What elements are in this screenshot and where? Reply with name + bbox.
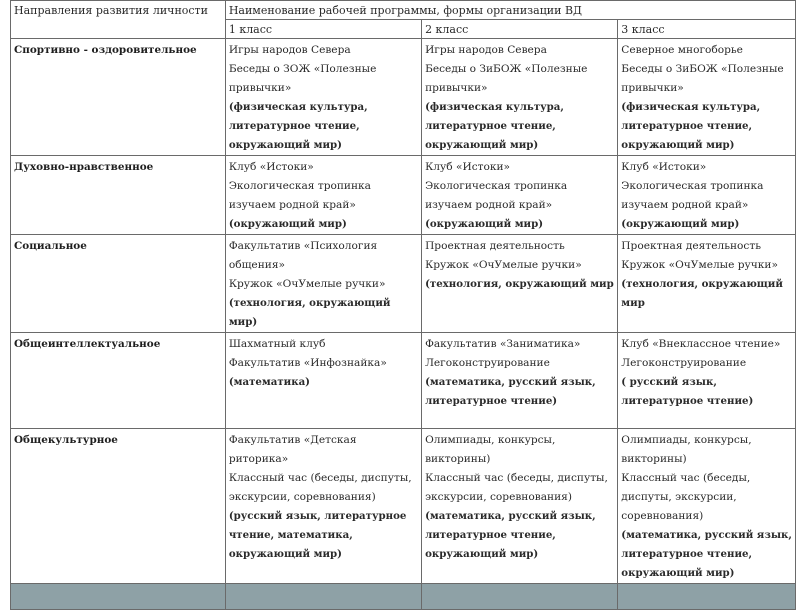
program-text: Клуб «Истоки» Экологическая тропинка изучаем родной край» xyxy=(228,161,371,211)
program-table-sheet xyxy=(10,0,798,590)
header-row xyxy=(11,1,796,20)
grade-1-cell xyxy=(225,39,421,156)
program-text: Шахматный клуб Факультатив «Инфознайка» xyxy=(228,338,387,369)
direction-cell: Спортивно - оздоровительное xyxy=(11,39,226,156)
direction-cell: Социальное xyxy=(11,235,226,333)
subjects-text: (русский язык, литературное чтение, математика, окружающий мир) xyxy=(228,510,407,560)
subjects-text: (физическая культура, литературное чтение, окружающий мир) xyxy=(228,101,368,151)
program-text: Северное многоборье Беседы о ЗиБОЖ «Полезные привычки» xyxy=(621,44,784,94)
program-text: Факультатив «Заниматика» Легоконструирование xyxy=(425,338,581,369)
subjects-text: (математика, русский язык, литературное чтение, окружающий мир) xyxy=(425,510,596,560)
table-row xyxy=(11,39,796,156)
table-row xyxy=(11,156,796,235)
subjects-text: (технология, окружающий мир xyxy=(621,278,783,309)
subjects-text: ( русский язык, литературное чтение) xyxy=(621,376,754,407)
grade-2-header: 2 класс xyxy=(422,20,618,39)
grade-1-cell xyxy=(225,429,421,584)
subjects-text: (окружающий мир) xyxy=(621,218,740,230)
footer-strip-cell xyxy=(225,584,421,610)
subjects-text: (математика) xyxy=(228,376,310,388)
program-text: Проектная деятельность Кружок «ОчУмелые ручки» xyxy=(621,240,778,271)
grade-3-cell xyxy=(618,429,796,584)
grade-1-header: 1 класс xyxy=(225,20,421,39)
program-text: Игры народов Севера Беседы о ЗиБОЖ «Полезные привычки» xyxy=(425,44,588,94)
program-text: Клуб «Внеклассное чтение» Легоконструирование xyxy=(621,338,781,369)
program-table xyxy=(10,0,796,610)
header-program-title: Наименование рабочей программы, формы организации ВД xyxy=(225,1,795,20)
program-text: Факультатив «Детская риторика» Классный час (беседы, диспуты, экскурсии, соревнования) xyxy=(228,434,412,503)
subjects-text: (физическая культура, литературное чтение, окружающий мир) xyxy=(425,101,564,151)
program-text: Проектная деятельность Кружок «ОчУмелые ручки» xyxy=(425,240,582,271)
table-row xyxy=(11,429,796,584)
grade-2-cell xyxy=(422,333,618,429)
subjects-text: (окружающий мир) xyxy=(228,218,347,230)
direction-cell: Общеинтеллектуальное xyxy=(11,333,226,429)
program-text: Факультатив «Психология общения» Кружок «ОчУмелые ручки» xyxy=(228,240,386,290)
grade-3-cell xyxy=(618,39,796,156)
subjects-text: (физическая культура, литературное чтение, окружающий мир) xyxy=(621,101,761,151)
program-text: Олимпиады, конкурсы, викторины) Классный час (беседы, диспуты, экскурсии, соревнования) xyxy=(621,434,752,522)
footer-strip-row xyxy=(11,584,796,610)
program-text: Игры народов Севера Беседы о ЗОЖ «Полезные привычки» xyxy=(228,44,377,94)
program-text: Олимпиады, конкурсы, викторины) Классный час (беседы, диспуты, экскурсии, соревнования) xyxy=(425,434,608,503)
program-text: Клуб «Истоки» Экологическая тропинка изучаем родной край» xyxy=(621,161,764,211)
subjects-text: (технология, окружающий мир xyxy=(425,278,614,290)
direction-cell: Общекультурное xyxy=(11,429,226,584)
grade-3-cell xyxy=(618,156,796,235)
grade-2-cell xyxy=(422,156,618,235)
grade-2-cell xyxy=(422,429,618,584)
footer-strip-cell xyxy=(422,584,618,610)
footer-strip-cell xyxy=(11,584,226,610)
header-directions: Направления развития личности xyxy=(11,1,226,39)
subjects-text: (технология, окружающий мир) xyxy=(228,297,391,328)
program-text: Клуб «Истоки» Экологическая тропинка изучаем родной край» xyxy=(425,161,568,211)
grade-3-cell xyxy=(618,235,796,333)
grade-1-cell xyxy=(225,333,421,429)
table-row xyxy=(11,235,796,333)
grade-3-cell xyxy=(618,333,796,429)
grade-1-cell xyxy=(225,156,421,235)
table-body xyxy=(11,39,796,584)
subjects-text: (математика, русский язык, литературное чтение) xyxy=(425,376,596,407)
grade-1-cell xyxy=(225,235,421,333)
footer-strip-cell xyxy=(618,584,796,610)
grade-3-header: 3 класс xyxy=(618,20,796,39)
table-row xyxy=(11,333,796,429)
grade-2-cell xyxy=(422,39,618,156)
subjects-text: (математика, русский язык, литературное чтение, окружающий мир) xyxy=(621,529,792,579)
subjects-text: (окружающий мир) xyxy=(425,218,544,230)
direction-cell: Духовно-нравственное xyxy=(11,156,226,235)
grade-2-cell xyxy=(422,235,618,333)
